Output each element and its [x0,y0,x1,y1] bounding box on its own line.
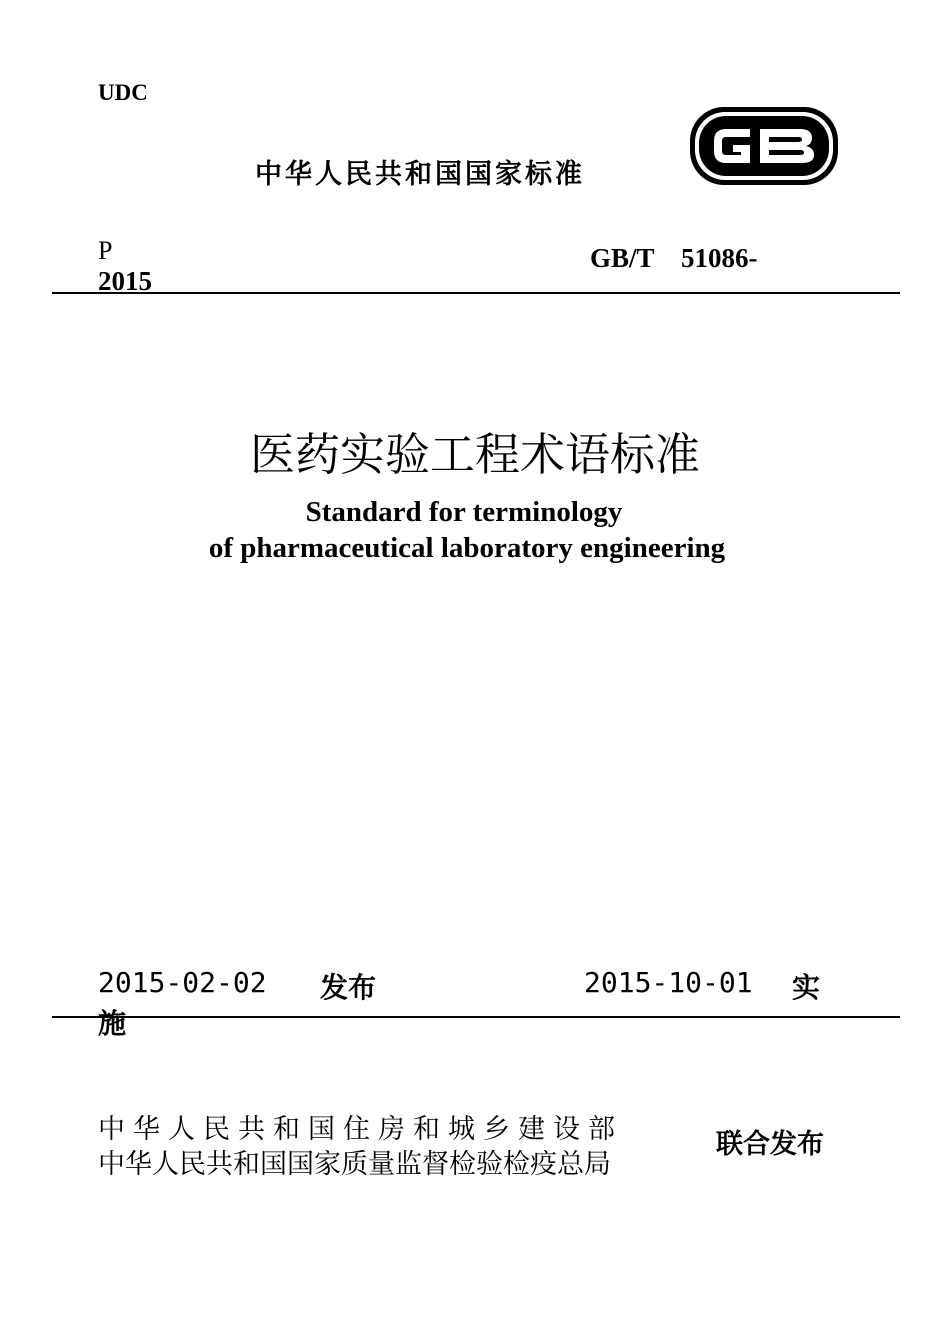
implementation-label-part1: 实 [792,971,821,1004]
standard-year: 2015 [98,266,152,296]
issuer-administration: 中华人民共和国国家质量监督检验检疫总局 [98,1149,611,1180]
classification-code: P [98,236,113,265]
title-chinese: 医药实验工程术语标准 [249,430,700,480]
udc-label: UDC [98,80,148,105]
bottom-divider [52,1016,900,1018]
national-standard-heading: 中华人民共和国国家标准 [255,159,585,190]
standard-code: GB/T 51086- [590,243,758,273]
implementation-label-part2: 施 [98,1007,127,1040]
issue-date: 2015-02-02 [98,966,267,999]
implementation-date: 2015-10-01 [584,966,753,999]
joint-issue-label: 联合发布 [716,1129,824,1160]
issue-label: 发布 [320,971,377,1004]
title-english-line1: Standard for terminology [305,496,623,528]
gb-emblem-icon [688,105,840,187]
title-english-line2: of pharmaceutical laboratory engineering [208,532,726,564]
issuer-ministry: 中华人民共和国住房和城乡建设部 [98,1114,623,1145]
top-divider [52,292,900,294]
